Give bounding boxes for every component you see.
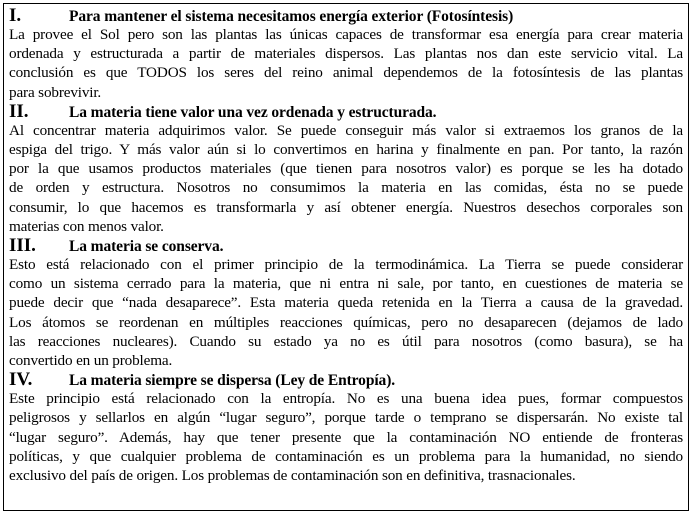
paragraph-line: “lugar seguro”. Además, hay que tener presente que la contaminación NO entiende de fronteras (9, 428, 683, 446)
paragraph-line: conclusión es que TODOS los seres del reino animal dependemos de la fotosíntesis de las plantas (9, 64, 683, 82)
paragraph-line: las reacciones nucleares). Cuando su estado ya no es útil para nosotros (como basura), se ha (9, 332, 683, 350)
section-title: La materia siempre se dispersa (Ley de Entropía). (69, 372, 396, 390)
section-numeral: I. (9, 5, 22, 26)
paragraph-line: políticas, y que cualquier problema de contaminación es un problema para la humanidad, no siendo (9, 447, 683, 465)
section-1 (9, 6, 683, 102)
paragraph-line: para sobrevivir. (9, 83, 102, 101)
paragraph-line: espiga del trigo. Y más valor aún si lo convertimos en harina y finalmente en pan. Por tanto, la razón (9, 141, 683, 159)
paragraph-line: Al concentrar materia adquirimos valor. Se puede conseguir más valor si extraemos los granos de la (9, 121, 683, 139)
section-paragraph (9, 255, 683, 370)
section-numeral: III. (9, 235, 36, 257)
section-title: Para mantener el sistema necesitamos energía exterior (Fotosíntesis) (69, 8, 514, 25)
section-paragraph (9, 25, 683, 102)
section-numeral: IV. (9, 369, 33, 391)
section-heading (9, 102, 683, 121)
section-4 (9, 370, 683, 485)
section-3 (9, 236, 683, 370)
section-paragraph (9, 121, 683, 236)
paragraph-line: Esto está relacionado con el primer principio de la termodinámica. La Tierra se puede considerar (9, 256, 683, 274)
paragraph-line: Los átomos se reordenan en múltiples reacciones químicas, pero no desaparecen (dejamos de lado (9, 313, 683, 331)
paragraph-line: por la que usamos productos materiales (que tienen para nosotros valor) es porque se les ha dotado (9, 160, 683, 178)
paragraph-line: puede decir que “nada desaparece”. Esta materia queda retenida en la Tierra a causa de la gravedad. (9, 294, 683, 312)
section-title: La materia tiene valor una vez ordenada y estructurada. (69, 103, 437, 121)
paragraph-line: Este principio está relacionado con la entropía. No es una buena idea pues, formar compuestos (9, 390, 683, 408)
paragraph-line: peligrosos y sellarlos en algún “lugar seguro”, porque tarde o temprano se dispersarán. No existe tal (9, 409, 683, 427)
paragraph-line: materias con menos valor. (9, 217, 164, 235)
paragraph-line: como un sistema cerrado para la materia, que ni entra ni sale, por tanto, en cuestiones de materia se (9, 275, 683, 293)
section-heading (9, 370, 683, 389)
paragraph-line: convertido en un problema. (9, 352, 173, 370)
paragraph-line: de orden y estructura. Nosotros no consumimos la materia en las comidas, ésta no se puede (9, 179, 683, 197)
section-2 (9, 102, 683, 236)
section-heading (9, 6, 683, 25)
section-numeral: II. (9, 100, 29, 122)
section-paragraph (9, 389, 683, 485)
section-heading (9, 236, 683, 255)
paragraph-line: exclusivo del país de origen. Los problemas de contaminación son en definitiva, trasnacionales. (9, 467, 576, 485)
paragraph-line: consumir, lo que hacemos es transformarla y así obtener energía. Nuestros desechos corporales son (9, 198, 683, 216)
paragraph-line: ordenada y estructurada a partir de materiales dispersos. Las plantas nos dan este servicio vital. La (9, 45, 683, 63)
paragraph-line: La provee el Sol pero son las plantas las únicas capaces de transformar esa energía para crear materia (9, 26, 683, 43)
section-title: La materia se conserva. (69, 238, 224, 256)
document-box (3, 3, 689, 511)
